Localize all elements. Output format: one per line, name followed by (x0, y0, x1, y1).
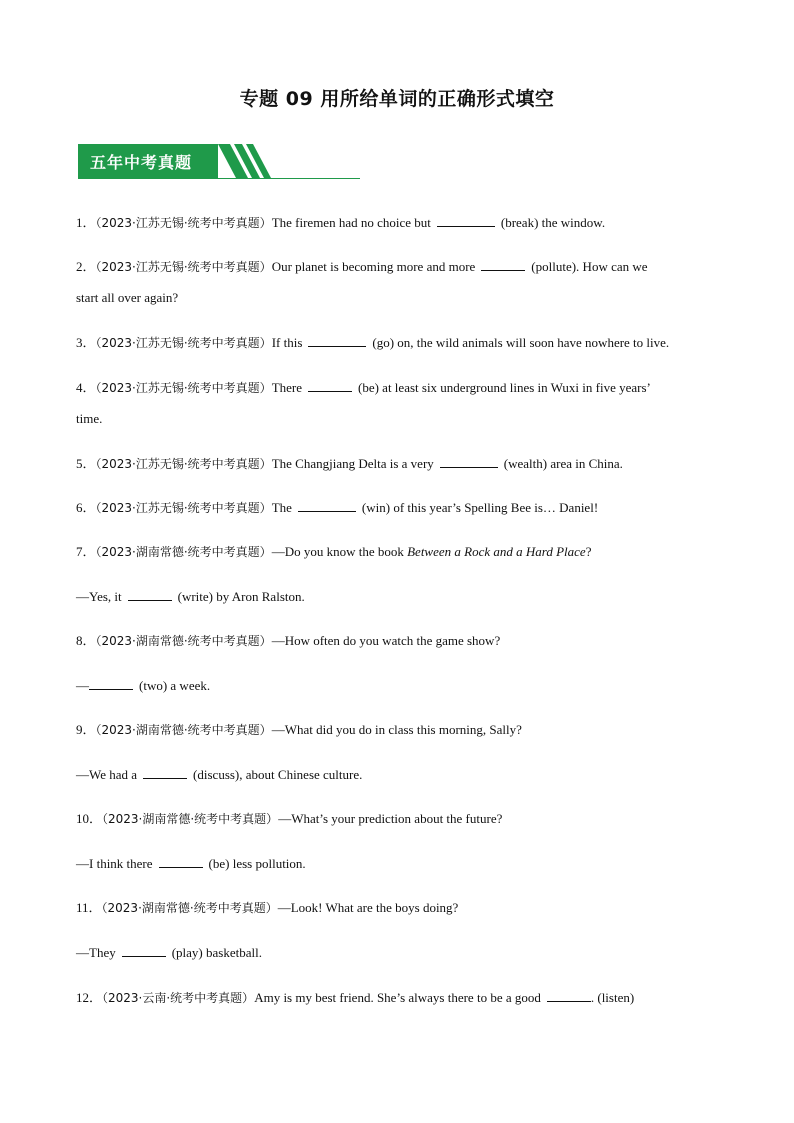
question-hint: (wealth) area in China. (503, 456, 623, 471)
banner-label: 五年中考真题 (90, 153, 193, 172)
answer-blank[interactable] (143, 766, 187, 779)
question-7 (76, 544, 591, 560)
question-source: （2023·湖南常德·统考中考真题） (95, 634, 272, 648)
question-8 (76, 633, 500, 649)
answer-blank[interactable] (547, 989, 591, 1002)
question-text: The Changjiang Delta is a very (271, 456, 434, 471)
answer-hint: (play) basketball. (171, 945, 262, 960)
answer-blank[interactable] (128, 588, 172, 601)
answer-blank[interactable] (298, 499, 356, 512)
question-text: Amy is my best friend. She’s always there to be a good (254, 990, 541, 1005)
question-source: （2023·江苏无锡·统考中考真题） (95, 501, 272, 515)
question-text: The (271, 500, 292, 515)
question-5 (76, 455, 623, 472)
answer-text: —Yes, it (76, 589, 122, 604)
answer-blank[interactable] (308, 379, 352, 392)
question-punctuation: ? (585, 544, 592, 559)
question-number: 6． (76, 500, 96, 515)
question-number: 5． (76, 456, 96, 471)
question-hint: . (listen) (590, 990, 635, 1005)
answer-hint: (two) a week. (139, 678, 211, 693)
question-source: （2023·湖南常德·统考中考真题） (101, 901, 278, 915)
question-number: 8． (76, 633, 96, 648)
question-text: —Look! What are the boys doing? (277, 900, 459, 915)
section-banner (78, 144, 360, 180)
question-hint: (pollute). How can we (531, 259, 648, 274)
question-hint: (win) of this year’s Spelling Bee is… Daniel! (361, 500, 599, 515)
question-source: （2023·江苏无锡·统考中考真题） (95, 216, 272, 230)
question-hint: (be) at least six underground lines in Wuxi in five years’ (358, 380, 651, 395)
question-text: Our planet is becoming more and more (271, 259, 476, 274)
question-text: —Do you know the book (271, 544, 408, 559)
answer-text: — (76, 678, 89, 693)
answer-blank[interactable] (89, 677, 133, 690)
question-source: （2023·湖南常德·统考中考真题） (102, 812, 279, 826)
question-8-answer (76, 677, 210, 694)
question-number: 10． (76, 811, 103, 826)
question-9-answer (76, 766, 362, 783)
banner-underline (78, 178, 360, 179)
question-number: 2． (76, 259, 96, 274)
question-number: 12． (76, 990, 103, 1005)
answer-text: —They (76, 945, 116, 960)
answer-blank[interactable] (159, 855, 203, 868)
question-source: （2023·江苏无锡·统考中考真题） (95, 381, 272, 395)
question-text: —How often do you watch the game show? (271, 633, 501, 648)
question-11 (76, 900, 458, 916)
question-text: There (271, 380, 302, 395)
answer-hint: (be) less pollution. (208, 856, 306, 871)
question-7-answer (76, 588, 305, 605)
question-number: 7． (76, 544, 96, 559)
answer-text: —I think there (76, 856, 153, 871)
answer-hint: (write) by Aron Ralston. (177, 589, 305, 604)
question-12 (76, 989, 634, 1006)
question-source: （2023·江苏无锡·统考中考真题） (95, 260, 272, 274)
question-10-answer (76, 855, 306, 872)
question-3 (76, 334, 669, 351)
book-title: Between a Rock and a Hard Place (407, 544, 586, 559)
question-number: 3． (76, 335, 96, 350)
question-hint: (go) on, the wild animals will soon have nowhere to live. (372, 335, 670, 350)
question-text: If this (271, 335, 303, 350)
answer-blank[interactable] (308, 334, 366, 347)
question-number: 11． (76, 900, 102, 915)
question-number: 1． (76, 215, 96, 230)
page-title: 专题 09 用所给单词的正确形式填空 (239, 88, 555, 110)
question-4 (76, 379, 651, 396)
question-number: 4． (76, 380, 96, 395)
question-text: —What’s your prediction about the future? (278, 811, 503, 826)
question-source: （2023·湖南常德·统考中考真题） (95, 545, 272, 559)
question-source: （2023·湖南常德·统考中考真题） (95, 723, 272, 737)
question-11-answer (76, 944, 262, 961)
question-2-continuation: start all over again? (76, 290, 179, 305)
question-10 (76, 811, 502, 827)
question-4-continuation: time. (76, 411, 103, 426)
answer-text: —We had a (76, 767, 138, 782)
question-number: 9． (76, 722, 96, 737)
question-source: （2023·江苏无锡·统考中考真题） (95, 457, 272, 471)
question-2 (76, 258, 648, 275)
answer-blank[interactable] (437, 214, 495, 227)
question-9 (76, 722, 522, 738)
question-text: —What did you do in class this morning, Sally? (271, 722, 522, 737)
question-1 (76, 214, 605, 231)
question-source: （2023·江苏无锡·统考中考真题） (95, 336, 272, 350)
answer-blank[interactable] (481, 258, 525, 271)
question-source: （2023·云南·统考中考真题） (102, 991, 255, 1005)
question-6 (76, 499, 598, 516)
answer-hint: (discuss), about Chinese culture. (193, 767, 363, 782)
answer-blank[interactable] (122, 944, 166, 957)
answer-blank[interactable] (440, 455, 498, 468)
question-hint: (break) the window. (500, 215, 606, 230)
question-text: The firemen had no choice but (271, 215, 431, 230)
